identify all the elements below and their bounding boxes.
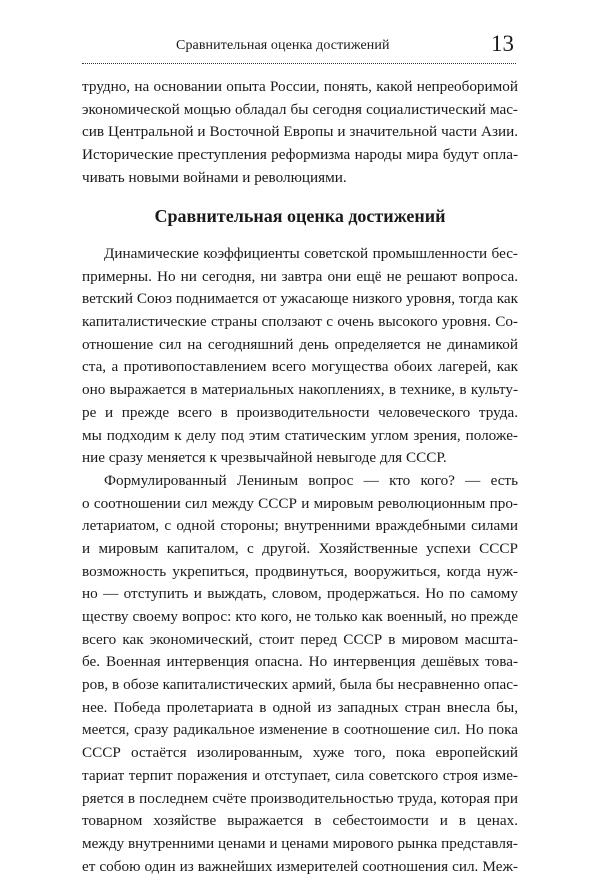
text-line: Динамические коэффициенты советской промышленности бес-	[104, 245, 518, 262]
text-line: возможность укрепиться, продвинуться, вооружиться, когда нуж-	[82, 562, 518, 580]
text-line: Исторические преступления реформизма народы мира будут опла-	[82, 146, 518, 164]
continued-paragraph	[82, 76, 518, 189]
text-line: ществу своему вопрос: кто кого, не только как военный, но прежде	[82, 608, 518, 625]
text-line: сив Центральной и Восточной Европы и значительной части Азии.	[82, 123, 518, 141]
text-line: примерны. Но ни сегодня, ни завтра они ещё не решают вопроса.	[82, 267, 518, 285]
text-line: ет собою один из важнейших измерителей соотношения сил. Меж-	[82, 857, 518, 875]
text-line: отношение сил на сегодняшний день определяется не динамикой	[82, 335, 518, 353]
text-line: ста, а противопоставлением всего могущества обоих лагерей, как	[82, 358, 518, 376]
text-line: нее. Победа пролетариата в одной из западных стран внесла бы,	[82, 698, 518, 716]
running-header	[82, 33, 516, 64]
paragraph-2	[82, 470, 518, 878]
text-line: меется, сразу радикальное изменение в соотношение сил. Но пока	[82, 721, 518, 739]
text-line: экономической мощью обладал бы сегодня социалистический мас-	[82, 100, 518, 118]
text-line: мы подходим к делу под этим статическим углом зрения, положе-	[82, 426, 518, 444]
text-line: бе. Военная интервенция опасна. Но интервенция дешёвых това-	[82, 653, 518, 671]
text-line: ров, в обозе капиталистических армий, была бы несравненно опас-	[82, 676, 518, 694]
text-line: между внутренними ценами и ценами мирового рынка представля-	[82, 834, 518, 852]
text-line: СССР остаётся изолированным, хуже того, пока европейский	[82, 744, 518, 762]
text-line: ре и прежде всего в производительности человеческого труда.	[82, 403, 518, 421]
text-line: товарном хозяйстве выражается в себестоимости и в ценах.	[82, 812, 518, 830]
text-line: и мировым капиталом, с другой. Хозяйственные успехи СССР	[82, 539, 518, 557]
text-line: чивать новыми войнами и революциями.	[82, 168, 347, 186]
running-title: Сравнительная оценка достижений	[176, 38, 390, 53]
text-line: тариат терпит поражения и отступает, сила советского строя изме-	[82, 766, 518, 784]
text-line: капиталистические страны сползают с очень высокого уровня. Со-	[82, 313, 518, 331]
section-body	[82, 243, 518, 878]
text-line: трудно, на основании опыта России, понять, какой непреоборимой	[82, 78, 518, 95]
text-line: Формулированный Лениным вопрос — кто кого? — есть	[104, 471, 518, 489]
text-line: всего как экономический, стоит перед СССР в мировом масшта-	[82, 630, 518, 648]
text-line: летариатом, с одной стороны; внутренними враждебными силами	[82, 517, 518, 535]
text-line: ние сразу меняется к чрезвычайной невыгоде для СССР.	[82, 449, 447, 467]
page-number: 13	[491, 31, 514, 56]
text-line: ветский Союз поднимается от ужасающе низкого уровня, тогда как	[82, 290, 518, 308]
paragraph-1	[82, 243, 518, 470]
section-heading: Сравнительная оценка достижений	[154, 205, 446, 226]
text-line: о соотношении сил между СССР и мировым революционным про-	[82, 494, 518, 512]
text-line: оно выражается в материальных накоплениях, в технике, в культу-	[82, 381, 518, 399]
text-line: ряется в последнем счёте производительностью труда, которая при	[82, 789, 518, 807]
text-line: но — отступить и выждать, словом, продержаться. Но по самому	[82, 585, 518, 603]
